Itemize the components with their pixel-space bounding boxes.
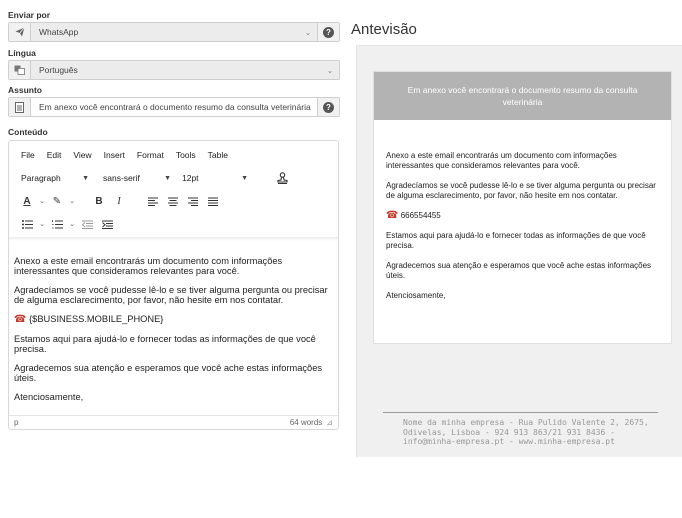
help-icon[interactable]	[317, 23, 339, 41]
menu-tools[interactable]: Tools	[175, 150, 196, 160]
bold-icon[interactable]: B	[95, 195, 103, 207]
stamp-icon[interactable]	[272, 170, 292, 186]
editor-paragraph: Estamos aqui para ajudá-lo e fornecer todas as informações de que você precisa.	[14, 334, 316, 354]
email-header-text: Em anexo você encontrará o documento resumo da consulta veterinária	[407, 85, 638, 107]
text-color-icon[interactable]: A	[23, 195, 31, 207]
email-header	[374, 72, 671, 120]
editor-paragraph: Agradecemos sua atenção e esperamos que você ache estas informações úteis.	[14, 363, 323, 383]
language-value[interactable]: Português	[31, 61, 321, 79]
preview-title: Antevisão	[351, 21, 417, 38]
resize-handle-icon[interactable]: ⊿	[326, 418, 333, 427]
subject-label: Assunto	[8, 85, 42, 95]
footer-divider	[383, 412, 658, 413]
outdent-icon[interactable]	[77, 216, 97, 232]
align-right-icon[interactable]	[183, 193, 203, 209]
translate-icon	[9, 61, 31, 79]
email-phone: 666554455	[400, 211, 441, 220]
subject-field[interactable]	[8, 97, 340, 117]
help-label: ?	[323, 27, 334, 38]
block-format-select[interactable]	[17, 170, 93, 186]
menu-format[interactable]: Format	[136, 150, 164, 160]
help-label: ?	[323, 102, 334, 113]
chevron-down-icon[interactable]: ⌄	[69, 221, 75, 228]
element-path[interactable]: p	[14, 418, 19, 427]
language-select[interactable]	[8, 60, 340, 80]
document-icon	[9, 98, 31, 116]
highlight-color-icon[interactable]: ✎	[52, 195, 62, 207]
editor-paragraph: Anexo a este email encontrarás um documento com informações interessantes que consideramos relevantes para você.	[14, 256, 283, 276]
menu-view[interactable]: View	[73, 150, 92, 160]
chevron-down-icon[interactable]: ⌄	[299, 23, 317, 41]
font-family-select[interactable]	[99, 170, 175, 186]
send-via-label: Enviar por	[8, 10, 51, 20]
email-body	[374, 120, 671, 301]
email-paragraph: Atenciosamente,	[386, 291, 446, 300]
bullet-list-icon[interactable]	[17, 216, 37, 232]
toolbar-row-3	[17, 216, 117, 232]
chevron-down-icon[interactable]: ⌄	[39, 198, 45, 205]
chevron-down-icon: ▼	[164, 174, 171, 182]
italic-icon[interactable]: I	[117, 195, 121, 207]
editor-menubar	[21, 150, 240, 160]
paper-plane-icon	[9, 23, 31, 41]
chevron-down-icon[interactable]: ⌄	[69, 198, 75, 205]
editor-statusbar	[9, 415, 338, 429]
subject-input[interactable]: Em anexo você encontrará o documento resumo da consulta veterinária	[31, 98, 317, 116]
chevron-down-icon[interactable]: ⌄	[321, 61, 339, 79]
numbered-list-icon[interactable]	[47, 216, 67, 232]
rich-text-editor[interactable]	[8, 140, 339, 430]
toolbar-row-2	[17, 193, 223, 209]
email-paragraph: Agradecíamos se você pudesse lê-lo e se tiver alguma pergunta ou precisar de alguma esclarecimento, por favor, não hesite em nos contatar.	[386, 181, 656, 200]
content-label: Conteúdo	[8, 127, 48, 137]
email-footer: Nome da minha empresa - Rua Pulido Valente 2, 2675, Odivelas, Lisboa - 924 913 863/21 931 8436 - info@minha-empresa.pt - www.minha-empresa.pt	[403, 418, 649, 446]
chevron-down-icon: ▼	[82, 174, 89, 182]
email-preview	[373, 71, 672, 344]
toolbar-row-1	[17, 170, 292, 186]
align-justify-icon[interactable]	[203, 193, 223, 209]
send-via-value[interactable]: WhatsApp	[31, 23, 299, 41]
font-size-value: 12pt	[182, 173, 199, 183]
email-paragraph: Anexo a este email encontrarás um documento com informações interessantes que consideramos relevantes para você.	[386, 151, 617, 170]
menu-file[interactable]: File	[21, 150, 35, 160]
chevron-down-icon[interactable]: ⌄	[39, 221, 45, 228]
word-count: 64 words	[289, 418, 323, 427]
email-paragraph: Agradecemos sua atenção e esperamos que você ache estas informações úteis.	[386, 261, 652, 280]
align-left-icon[interactable]	[143, 193, 163, 209]
phone-placeholder: {$BUSINESS.MOBILE_PHONE}	[29, 314, 164, 324]
preview-frame	[356, 45, 682, 457]
editor-paragraph: Atenciosamente,	[14, 392, 84, 402]
align-center-icon[interactable]	[163, 193, 183, 209]
editor-phone-line	[14, 314, 332, 325]
telephone-icon: ☎	[14, 314, 27, 325]
email-phone-line	[386, 211, 659, 221]
menu-edit[interactable]: Edit	[46, 150, 62, 160]
email-paragraph: Estamos aqui para ajudá-lo e fornecer todas as informações de que você precisa.	[386, 231, 646, 250]
editor-paragraph: Agradecíamos se você pudesse lê-lo e se tiver alguma pergunta ou precisar de alguma esclarecimento, por favor, não hesite em nos contatar.	[14, 285, 328, 305]
menu-insert[interactable]: Insert	[103, 150, 125, 160]
indent-icon[interactable]	[97, 216, 117, 232]
font-family-value: sans-serif	[103, 173, 140, 183]
block-format-value: Paragraph	[21, 173, 61, 183]
help-icon[interactable]	[317, 98, 339, 116]
font-size-select[interactable]	[178, 170, 252, 186]
toolbar-divider	[9, 237, 338, 241]
send-via-select[interactable]	[8, 22, 340, 42]
telephone-icon: ☎	[386, 210, 399, 221]
chevron-down-icon: ▼	[241, 174, 248, 182]
editor-content[interactable]	[14, 256, 332, 411]
menu-table[interactable]: Table	[207, 150, 228, 160]
language-label: Língua	[8, 48, 36, 58]
